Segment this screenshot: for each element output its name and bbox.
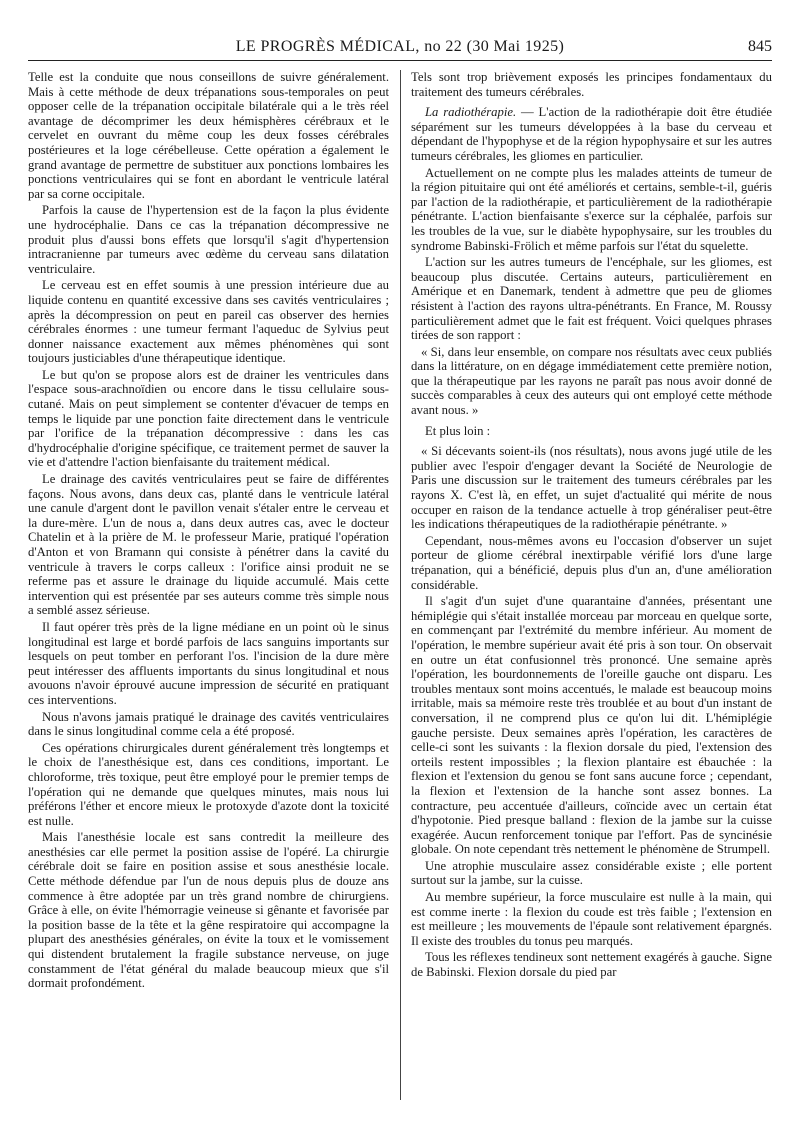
section-lead: La radiothérapie. bbox=[425, 105, 517, 120]
paragraph: Tous les réflexes tendineux sont nettement exagérés à gauche. Signe de Babinski. Flexion dorsale du pied par bbox=[411, 950, 772, 980]
paragraph: Cependant, nous-mêmes avons eu l'occasion d'observer un sujet porteur de gliome cérébral inextirpable vérifié lors d'une large trépanation, qui a bénéficié, depuis plus d'un an, d'une amélioration considérable. bbox=[411, 533, 772, 592]
paragraph: L'action sur les autres tumeurs de l'encéphale, sur les gliomes, est beaucoup plus discutée. Certains auteurs, particulièrement en Amérique et en Danemark, tendent à admettre que peu de gliomes résistent à l'action des rayons ultra-pénétrants. En France, M. Roussy particulièrement admet que le fait est fréquent. Voici quelques phrases tirées de son rapport : bbox=[411, 255, 772, 343]
quotation: « Si, dans leur ensemble, on compare nos résultats avec ceux publiés dans la littérature, on en dégage immédiatement cette première notion, que la thérapeutique par les rayons ne paraît pas nous avoir donné de succès comparables à ceux des auteurs qui ont employé cette méthode avant nous. » bbox=[411, 344, 772, 418]
section-radiotherapie bbox=[411, 105, 772, 163]
transition-line: Et plus loin : bbox=[425, 423, 491, 438]
journal-title: LE PROGRÈS MÉDICAL, no 22 (30 Mai 1925) bbox=[235, 38, 565, 55]
paragraph: Le but qu'on se propose alors est de drainer les ventricules dans l'espace sous-arachnoïdien ou encore dans le tissu cellulaire sous-cutané. Mais on peut simplement se contenter d'évacuer de temps en temps le liquide par une ponction faite directement dans le ventricule par l'orifice de la trépanation décompressive : dans les cas d'hydrocéphalie d'origine spécifique, ce traitement permet de sauver la vie et d'attendre l'action bienfaisante du traitement médical. bbox=[28, 367, 389, 470]
paragraph: Actuellement on ne compte plus les malades atteints de tumeur de la région pituitaire qui ont été améliorés et certains, semble-t-il, guéris par l'action de la radiothérapie, et particulièrement de la radiothérapie pénétrante. L'action bienfaisante s'exerce sur la céphalée, parfois sur les troubles de la vue, sur le diabète hypophysaire, sur les troubles du syndrome Babinski-Frölich et même parfois sur l'état du squelette. bbox=[411, 165, 772, 253]
paragraph: Nous n'avons jamais pratiqué le drainage des cavités ventriculaires dans le sinus longitudinal comme cela a été proposé. bbox=[28, 709, 389, 739]
left-column bbox=[28, 70, 389, 1100]
paragraph: Au membre supérieur, la force musculaire est nulle à la main, qui est comme inerte : la flexion du coude est très faible ; l'extension en est meilleure ; les mouvements de l'épaule sont relativement épargnés. Il existe des troubles du tonus peu marqués. bbox=[411, 890, 772, 948]
column-divider bbox=[400, 70, 401, 1100]
paragraph: Mais l'anesthésie locale est sans contredit la meilleure des anesthésies car elle permet la position assise de l'opéré. La chirurgie cérébrale doit se faire en position assise et sous anesthésie locale. Cette méthode défendue par l'un de nous depuis plus de douze ans commence à être adoptée par un très grand nombre de chirurgiens. Grâce à elle, on évite l'hémorragie veineuse si gênante et favorisée par la position basse de la tête et la gêne respiratoire qui accompagne la plupart des anesthésies générales, on évite la toux et le vomissement qui distendent brutalement la fragile substance nerveuse, on juge constamment de l'état général du malade beaucoup mieux que s'il dormait profondément. bbox=[28, 830, 389, 991]
section-text: — L'action de la radiothérapie doit être étudiée séparément sur les tumeurs développées à la base du cerveau et dépendant de l'hypophyse et de la région hypophysaire et sur les autres tumeurs cérébrales, les gliomes en particulier. bbox=[411, 105, 772, 163]
right-column bbox=[411, 70, 772, 1100]
paragraph: Le cerveau est en effet soumis à une pression intérieure due au liquide contenu en quantité excessive dans ses cavités ventriculaires ; après la décompression on peut en pareil cas observer des hernies cérébrales énormes : une tumeur fermant l'aqueduc de Sylvius peut donner naissance exactement aux mêmes phénomènes qui sont toujours justiciables d'une thérapeutique identique. bbox=[28, 278, 389, 366]
paragraph: Il faut opérer très près de la ligne médiane en un point où le sinus longitudinal est large et bordé parfois de lacs sanguins importants sur lesquels on peut tomber en perforant l'os. l'incision de la dure mère peut intéresser des affluents importants du sinus longitudinal et nous avouons n'avoir éprouvé aucune impression de sécurité en pratiquant ces interventions. bbox=[28, 619, 389, 707]
paragraph: Telle est la conduite que nous conseillons de suivre généralement. Mais à cette méthode de deux trépanations sous-temporales on peut opposer celle de la trépanation occipitale bilatérale qui a le très réel avantage de décomprimer les deux hémisphères cérébraux et le cervelet en ouvrant du même coup les deux fosses cérébrales postérieures et la loge cérébelleuse. Cette opération a également le grand avantage de permettre de substituer aux ponctions lombaires les ponctions ventriculaires qui se font en abordant le ventricule latéral par sa corne occipitale. bbox=[28, 70, 389, 201]
quotation: « Si décevants soient-ils (nos résultats), nous avons jugé utile de les publier avec l'espoir d'engager devant la Société de Neurologie de Paris une discussion sur le traitement des tumeurs cérébrales par les rayons X. C'est là, en effet, un sujet d'actualité qui mérite de nous occuper en raison de la tendance actuelle à trop généraliser peut-être les indications thérapeutiques de la radiothérapie pénétrante. » bbox=[411, 444, 772, 532]
paragraph: Le drainage des cavités ventriculaires peut se faire de différentes façons. Nous avons, dans deux cas, planté dans le ventricule latéral une canule d'argent dont le pavillon venait s'étaler entre le cerveau et la dure-mère. L'un de nous a, dans deux autres cas, avec le docteur Chatelin et à la prière de M. le professeur Marie, pratiqué l'opération d'Anton et von Bramann qui consiste à pénétrer dans la cavité du ventricule à travers le corps calleux : l'orifice ainsi produit ne se referme pas et assure le drainage du liquide accumulé. Mais cette intervention qui est présentée par ses auteurs comme très simple nous a semblé assez sérieuse. bbox=[28, 472, 389, 618]
paragraph: Il s'agit d'un sujet d'une quarantaine d'années, présentant une hémiplégie qui s'était installée morceau par morceau en quelque sorte, en commençant par l'extrémité du membre inférieur. Au moment de l'opération, le membre supérieur avait été pris à son tour. On observait en outre un état confusionnel très prononcé. Une semaine après l'opération, les bourdonnements de l'oreille gauche ont disparu. Les troubles mentaux sont moins accentués, le malade est beaucoup moins irritable, mais sa mémoire reste très troublée et au bout d'un instant de conversation, il ne comprend plus ce qu'on lui dit. L'hémiplégie gauche persiste. Deux semaines après l'opération, les caractères de celle-ci sont les suivants : la flexion dorsale du pied, l'extension des orteils restent impossibles ; la flexion plantaire est ébauchée : la flexion et l'extension du genou se font sans aucune force ; cependant, la flexion et l'extension de la hanche sont assez bonnes. La contracture, peu accentuée d'ailleurs, coïncide avec un certain état d'hypotonie. Pied presque balland : flexion de la jambe sur la cuisse exagérée. Aucun renforcement tonique par l'effort. Pas de syncinésie globale. On note cependant très nettement le phénomène de Strumpell. bbox=[411, 594, 772, 857]
paragraph: Ces opérations chirurgicales durent généralement très longtemps et le choix de l'anesthésique est, dans ces conditions, important. Le chloroforme, très toxique, peut être employé pour le premier temps de l'opération qui ne demande que quelques minutes, mais nous lui préférons l'éther et encore mieux le protoxyde d'azote dont la toxicité est nulle. bbox=[28, 740, 389, 828]
paragraph: Tels sont trop brièvement exposés les principes fondamentaux du traitement des tumeurs cérébrales. bbox=[411, 70, 772, 99]
article-body bbox=[28, 70, 772, 1100]
page-number: 845 bbox=[748, 38, 772, 55]
page-header bbox=[28, 36, 772, 61]
paragraph: Une atrophie musculaire assez considérable existe ; elle portent surtout sur la jambe, sur la cuisse. bbox=[411, 858, 772, 888]
paragraph: Parfois la cause de l'hypertension est de la façon la plus évidente une hydrocéphalie. Dans ce cas la trépanation décompressive ne produit plus d'aussi bons effets que lorsqu'il s'agit d'hypertension intracranienne par tumeurs avec œdème du cerveau sans dilatation ventriculaire. bbox=[28, 203, 389, 276]
